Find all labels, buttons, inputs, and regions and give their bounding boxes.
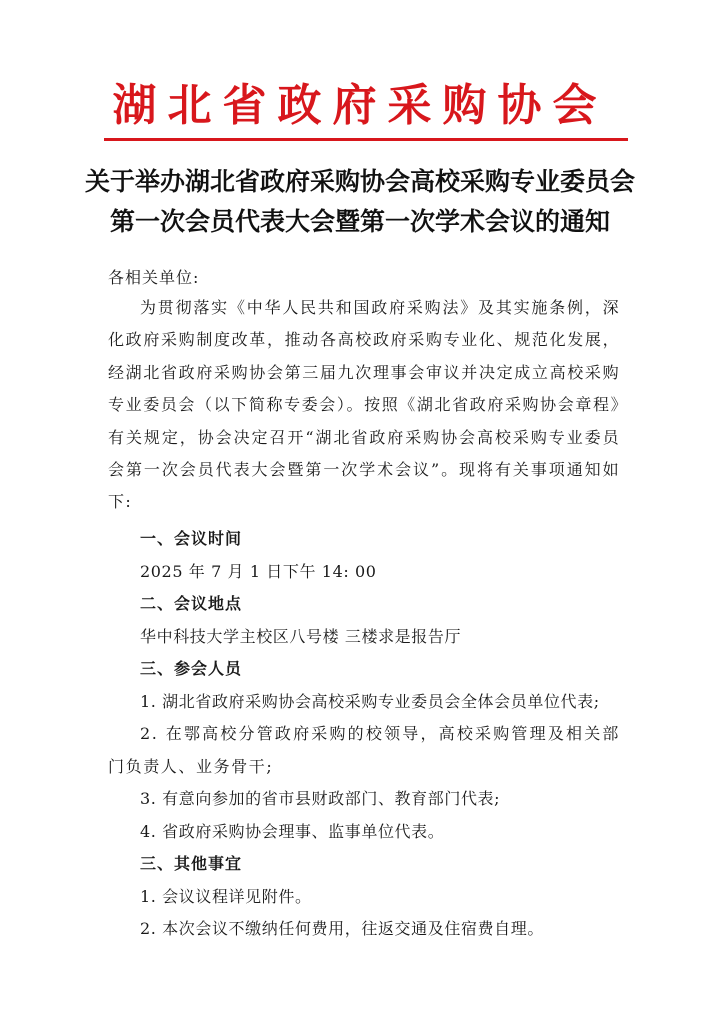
other-item: 1. 会议议程详见附件。	[140, 886, 312, 906]
header-red-rule	[104, 138, 628, 141]
attendee-item: 2. 在鄂高校分管政府采购的校领导，高校采购管理及相关部门负责人、业务骨干;	[108, 724, 620, 776]
document-title	[0, 162, 720, 242]
meeting-venue-value: 华中科技大学主校区八号楼 三楼求是报告厅	[140, 626, 462, 646]
intro-paragraph: 为贯彻落实《中华人民共和国政府采购法》及其实施条例，深化政府采购制度改革，推动各高校政府采购专业化、规范化发展，经湖北省政府采购协会第三届九次理事会审议并决定成立高校采购专业委员会（以下简称专委会）。按照《湖北省政府采购协会章程》有关规定，协会决定召开“湖北省政府采购协会高校采购专业委员会第一次会员代表大会暨第一次学术会议”。现将有关事项通知如下:	[108, 298, 620, 512]
meeting-time-value: 2025 年 7 月 1 日下午 14: 00	[140, 561, 377, 581]
section-heading-time: 一、会议时间	[140, 529, 243, 548]
section-heading-other: 三、其他事宜	[140, 854, 243, 873]
title-line-1: 关于举办湖北省政府采购协会高校采购专业委员会	[84, 167, 635, 196]
notice-sections	[108, 523, 620, 946]
attendee-item: 1. 湖北省政府采购协会高校采购专业委员会全体会员单位代表;	[140, 691, 600, 711]
salutation: 各相关单位:	[108, 268, 200, 287]
organization-header: 湖北省政府采购协会	[112, 80, 608, 131]
attendee-item: 4. 省政府采购协会理事、监事单位代表。	[140, 821, 445, 841]
other-item: 2. 本次会议不缴纳任何费用，往返交通及住宿费自理。	[140, 919, 544, 938]
section-heading-venue: 二、会议地点	[140, 594, 243, 613]
section-heading-attendees: 三、参会人员	[140, 659, 243, 678]
attendee-item: 3. 有意向参加的省市县财政部门、教育部门代表;	[140, 789, 501, 808]
title-line-2: 第一次会员代表大会暨第一次学术会议的通知	[109, 207, 610, 236]
